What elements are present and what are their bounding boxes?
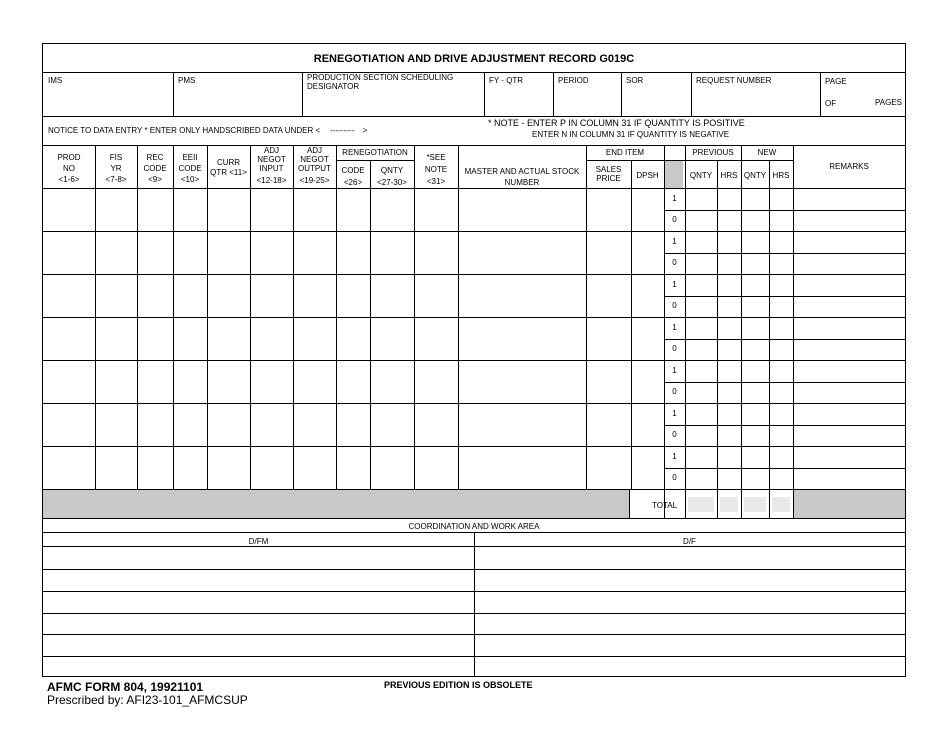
table-row[interactable] [43,403,664,446]
prescribed-by: Prescribed by: AFI23-101_AFMCSUP [47,693,248,707]
renegotiation-header: RENEGOTIATION [342,148,408,157]
prev-hrs-header: HRS [720,171,738,180]
designator-label: DESIGNATOR [307,82,360,91]
dfm-label: D/FM [248,537,269,546]
sales-price-header: SALES PRICE [595,165,622,183]
table-row[interactable] [43,231,664,274]
curr-qtr-header: CURR QTR <11> [210,158,247,177]
eeii-code-header: EEII CODE <10> [178,153,202,184]
row-marker-0: 0 [672,430,677,439]
reneg-qnty-header: QNTY <27-30> [377,166,407,187]
row-marker-1: 1 [672,452,677,461]
coordination-title: COORDINATION AND WORK AREA [408,522,540,531]
ims-label: IMS [48,76,63,85]
prev-qnty-header: QNTY [689,171,713,180]
row-marker-1: 1 [672,194,677,203]
renegotiation-form [42,43,906,677]
notice-label: NOTICE TO DATA ENTRY * ENTER ONLY HANDSCRIBED DATA UNDER < [48,126,321,135]
table-row[interactable] [43,188,664,231]
notice-dashes: --------- [330,126,355,135]
new-qnty-header: QNTY [743,171,767,180]
row-marker-1: 1 [672,280,677,289]
row-marker-0: 0 [672,215,677,224]
notice-text [48,126,367,135]
row-marker-0: 0 [672,258,677,267]
note-positive: * NOTE - ENTER P IN COLUMN 31 IF QUANTITY IS POSITIVE [488,118,745,128]
total-prev-qnty[interactable] [688,497,714,512]
total-label: TOTAL [652,501,678,510]
rec-code-header: REC CODE <9> [143,153,167,184]
master-stock-header: MASTER AND ACTUAL STOCK NUMBER [464,167,580,187]
total-prev-hrs[interactable] [720,497,738,512]
total-band-shade [43,490,629,518]
prod-no-header: PROD NO <1-6> [57,153,81,184]
new-hrs-header: HRS [772,171,790,180]
row-marker-1: 1 [672,409,677,418]
form-id: AFMC FORM 804, 19921101 [47,680,204,694]
row-marker-1: 1 [672,366,677,375]
notice-close: > [362,126,368,135]
row-marker-1: 1 [672,237,677,246]
table-row[interactable] [43,317,664,360]
previous-header: PREVIOUS [692,148,734,157]
end-item-header: END ITEM [605,148,645,157]
fis-yr-header: FIS YR <7-8> [105,153,127,184]
table-row[interactable] [43,446,664,489]
total-new-hrs[interactable] [772,497,790,512]
total-new-qnty[interactable] [744,497,766,512]
request-number-label: REQUEST NUMBER [696,76,772,85]
form-title: RENEGOTIATION AND DRIVE ADJUSTMENT RECORD G019C [313,53,635,65]
fy-qtr-label: FY - QTR [489,76,524,85]
table-row[interactable] [43,360,664,403]
new-header: NEW [757,148,777,157]
table-row[interactable] [43,274,664,317]
adj-negot-output-header: ADJ NEGOT OUTPUT <19-25> [298,146,331,185]
production-section-label: PRODUCTION SECTION SCHEDULING [307,73,454,82]
sor-label: SOR [626,76,644,85]
note-negative: ENTER N IN COLUMN 31 IF QUANTITY IS NEGATIVE [532,130,730,139]
row-marker-0: 0 [672,344,677,353]
dpsh-header: DPSH [636,171,659,180]
reneg-code-header: CODE <26> [341,166,365,187]
page-label: PAGE [825,77,847,86]
of-label: OF [825,99,837,108]
pms-label: PMS [178,76,196,85]
row-marker-0: 0 [672,387,677,396]
row-marker-1: 1 [672,323,677,332]
total-band-remarks-shade [794,490,905,518]
row-marker-0: 0 [672,473,677,482]
pages-label: PAGES [875,98,902,107]
see-note-header: *SEE NOTE <31> [424,153,448,186]
obsolete-notice: PREVIOUS EDITION IS OBSOLETE [384,680,533,690]
adj-negot-input-header: ADJ NEGOT INPUT <12-18> [256,146,287,185]
df-label: D/F [683,537,696,546]
period-label: PERIOD [558,76,589,85]
marker-column-header-shade [665,161,683,188]
remarks-header: REMARKS [829,162,869,171]
row-marker-0: 0 [672,301,677,310]
